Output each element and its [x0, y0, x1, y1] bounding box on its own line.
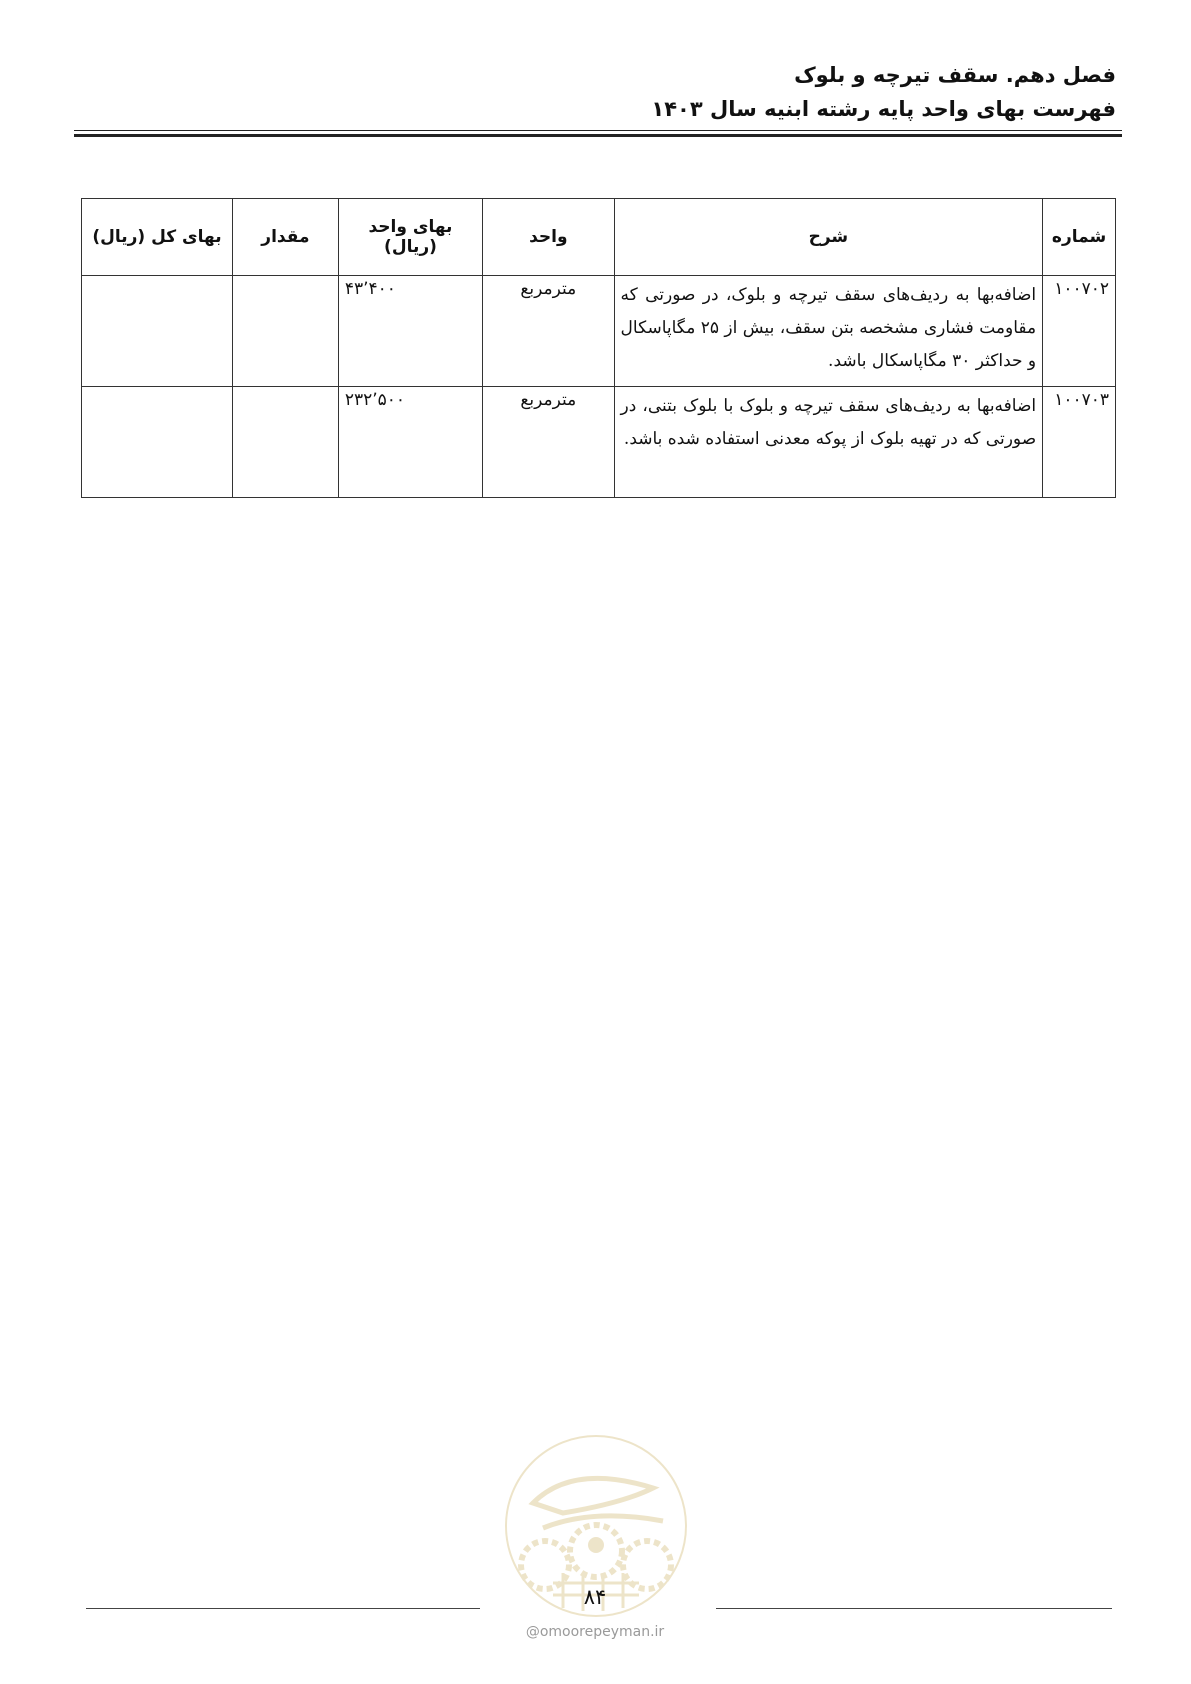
- row-description: اضافه‌بها به ردیف‌های سقف تیرچه و بلوک با بلوک بتنی، در صورتی که در تهیه بلوک از پوکه معدنی استفاده شده باشد.: [614, 387, 1043, 498]
- col-unit-header: واحد: [483, 199, 614, 276]
- col-description-header: شرح: [614, 199, 1043, 276]
- row-unit: مترمربع: [483, 276, 614, 387]
- row-unit: مترمربع: [483, 387, 614, 498]
- header-rule-thin: [74, 130, 1122, 131]
- col-unit-price-header: بهای واحد (ریال): [338, 199, 482, 276]
- price-table: [81, 198, 1116, 498]
- table-row: [82, 276, 1116, 387]
- document-title: فهرست بهای واحد پایه رشته ابنیه سال ۱۴۰۳: [651, 97, 1116, 121]
- row-number: ۱۰۰۷۰۳: [1043, 387, 1116, 498]
- col-total-price-header: بهای کل (ریال): [82, 199, 233, 276]
- page-number: ۸۴: [583, 1585, 607, 1609]
- col-quantity-header: مقدار: [232, 199, 338, 276]
- table-row: [82, 387, 1116, 498]
- row-unit-price: ۲۳۲٬۵۰۰: [338, 387, 482, 498]
- row-number: ۱۰۰۷۰۲: [1043, 276, 1116, 387]
- row-total-price: [82, 276, 233, 387]
- row-quantity: [232, 276, 338, 387]
- col-number-header: شماره: [1043, 199, 1116, 276]
- footer-rule-left: [86, 1608, 480, 1609]
- row-unit-price: ۴۳٬۴۰۰: [338, 276, 482, 387]
- row-quantity: [232, 387, 338, 498]
- page-header: [651, 58, 1116, 126]
- table-header-row: [82, 199, 1116, 276]
- row-description: اضافه‌بها به ردیف‌های سقف تیرچه و بلوک، در صورتی که مقاومت فشاری مشخصه بتن سقف، بیش از ۲۵ مگاپاسکال و حداکثر ۳۰ مگاپاسکال باشد.: [614, 276, 1043, 387]
- footer-rule-right: [716, 1608, 1112, 1609]
- header-rule-thick: [74, 134, 1122, 137]
- chapter-title: فصل دهم. سقف تیرچه و بلوک: [794, 63, 1116, 87]
- row-total-price: [82, 387, 233, 498]
- site-watermark: @omoorepeyman.ir: [525, 1624, 665, 1640]
